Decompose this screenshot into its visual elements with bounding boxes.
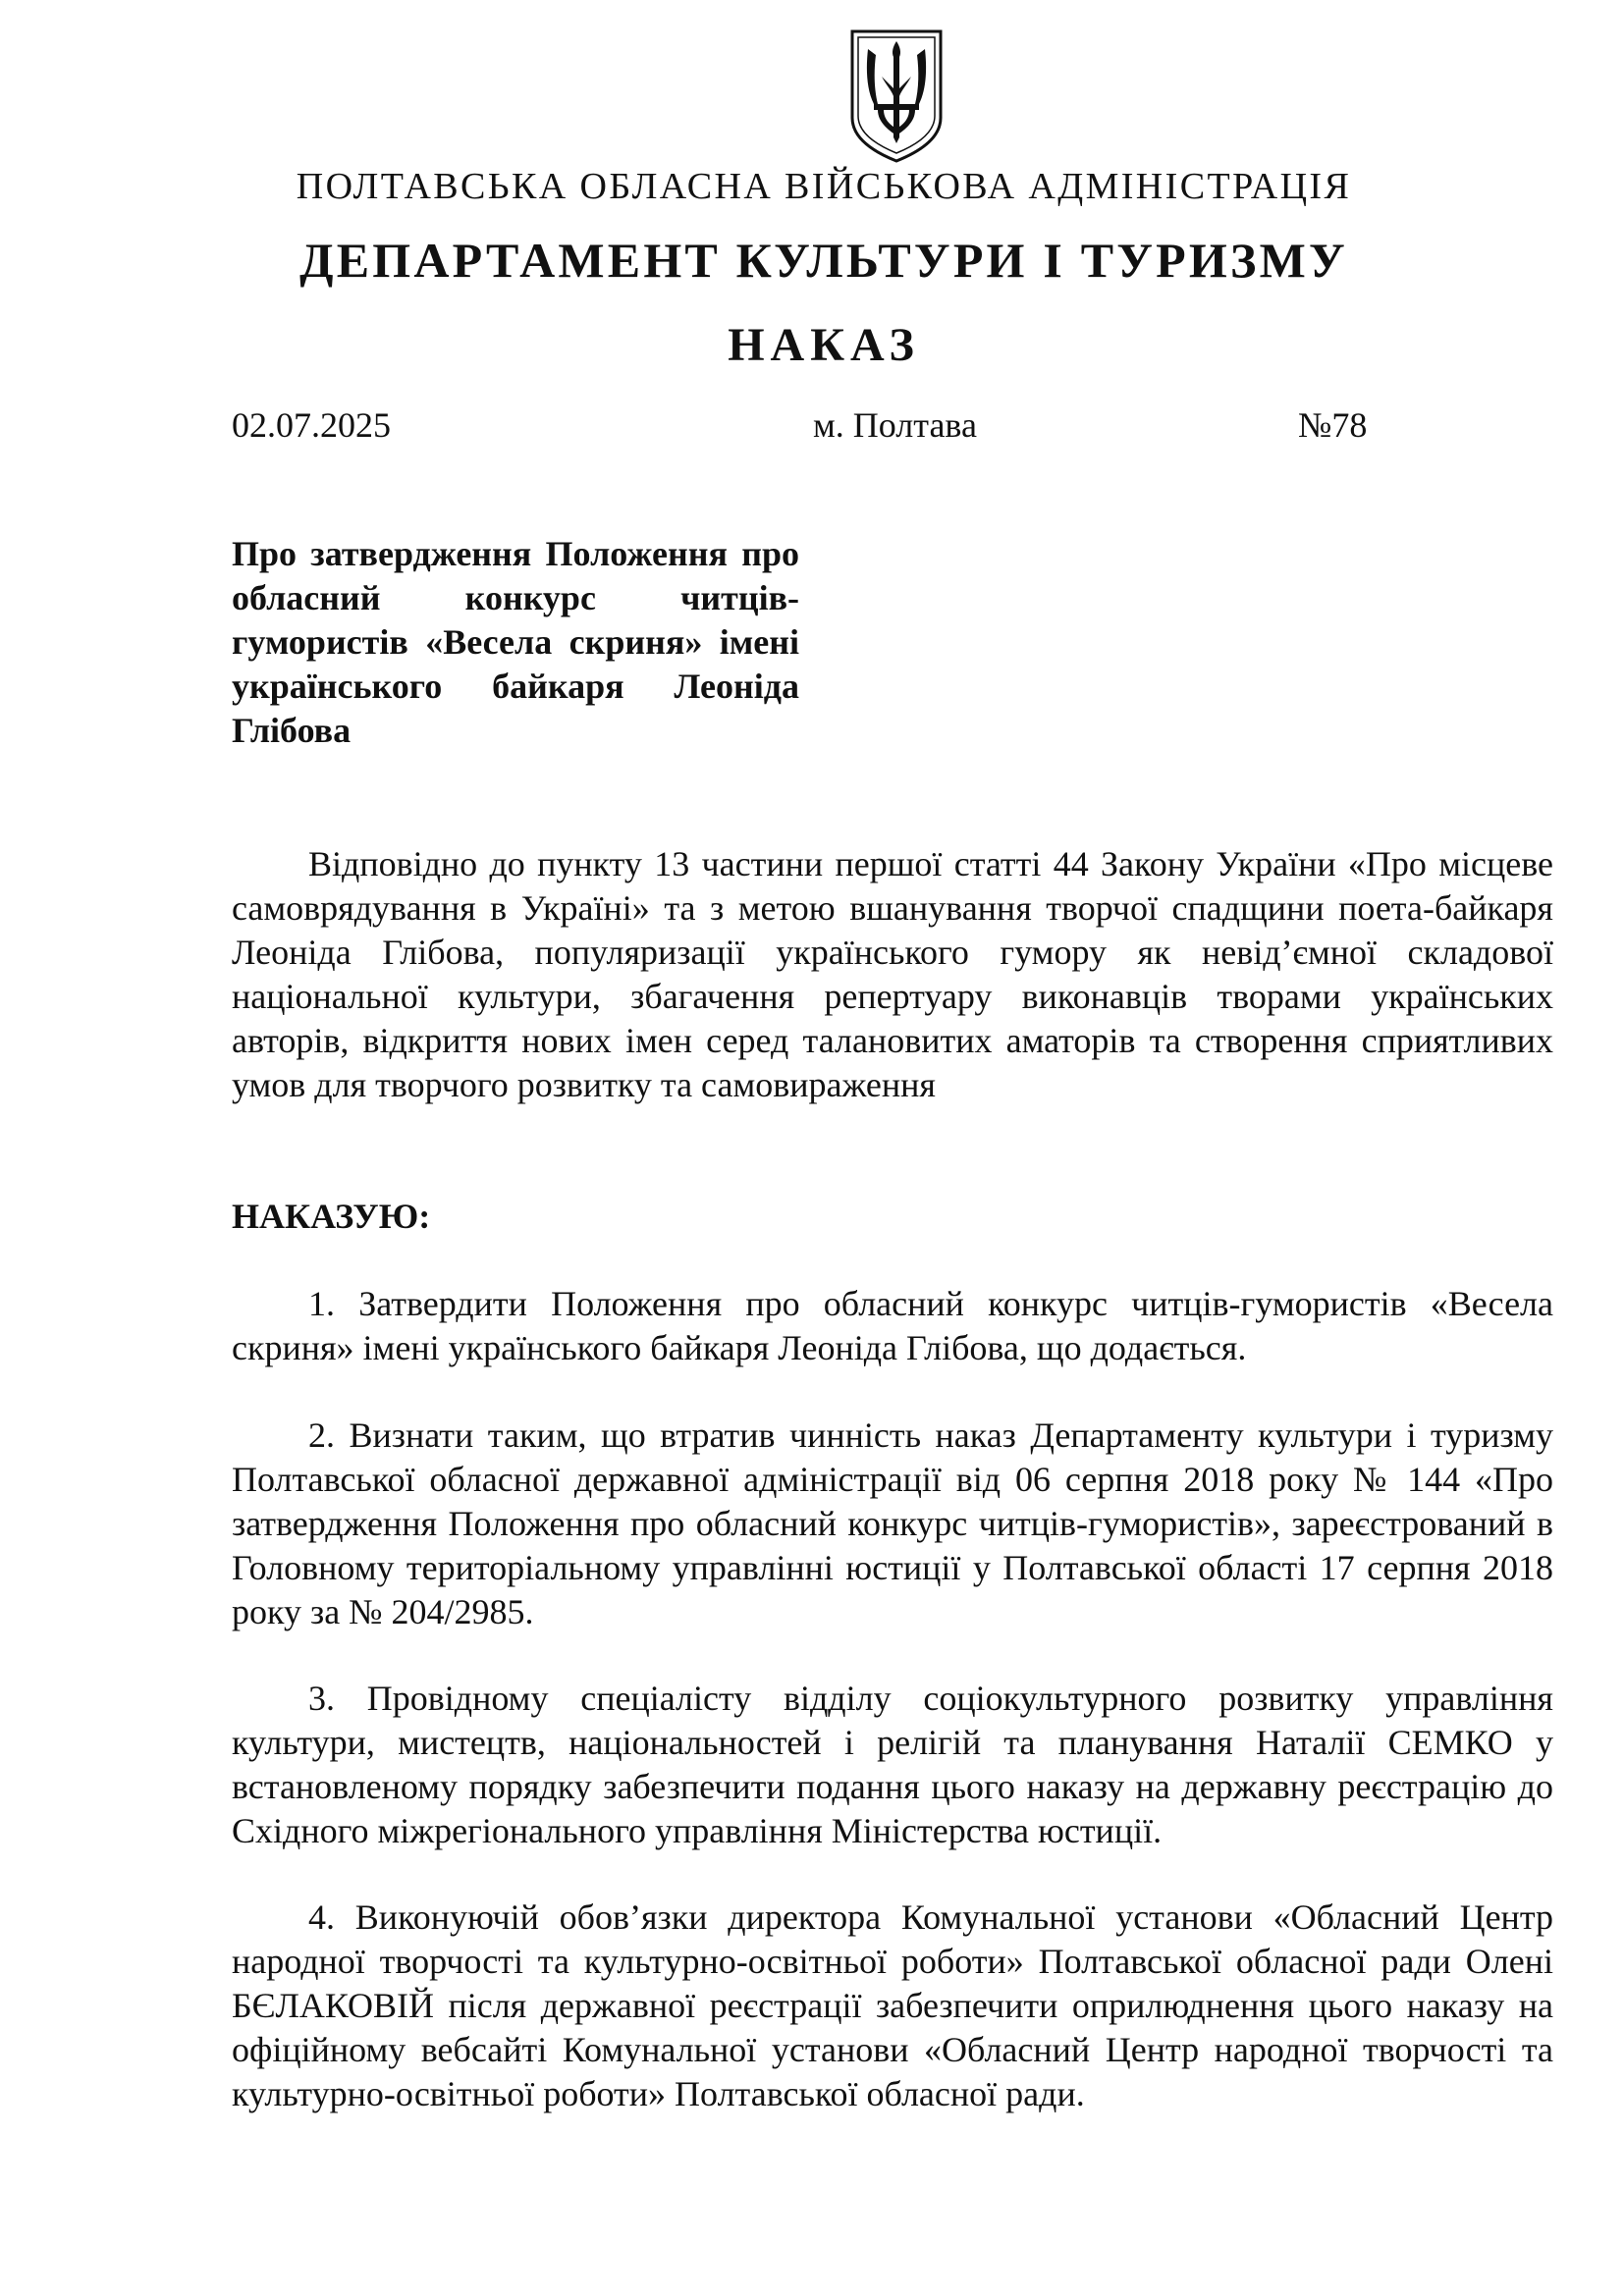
document-date: 02.07.2025 [232, 405, 391, 445]
order-item-1: 1. Затвердити Положення про обласний конкурс читців-гумористів «Весела скриня» імені українського байкаря Леоніда Глібова, що додається. [232, 1284, 1553, 1367]
document-type-title: НАКАЗ [728, 319, 920, 371]
document-number: №78 [1298, 405, 1368, 445]
order-heading: НАКАЗУЮ: [232, 1197, 431, 1236]
order-item-4: 4. Виконуючій обов’язки директора Комунальної установи «Обласний Центр народної творчості та культурно-освітньої роботи» Полтавської обласної ради Олені БЄЛАКОВІЙ після державної реєстрації забезпечити оприлюднення цього наказу на офіційному вебсайті Комунальної установи «Обласний Центр народної творчості та культурно-освітньої роботи» Полтавської обласної ради. [232, 1897, 1553, 2113]
organization-name: ПОЛТАВСЬКА ОБЛАСНА ВІЙСЬКОВА АДМІНІСТРАЦІЯ [296, 166, 1352, 207]
department-name: ДЕПАРТАМЕНТ КУЛЬТУРИ І ТУРИЗМУ [299, 233, 1348, 288]
document-city: м. Полтава [813, 405, 977, 445]
document-subject: Про затвердження Положення про обласний конкурс читців-гумористів «Весела скриня» імені українського байкаря Леоніда Глібова [232, 534, 799, 750]
trident-coat-of-arms-icon [848, 27, 945, 165]
order-item-3: 3. Провідному спеціалісту відділу соціокультурного розвитку управління культури, мистецтв, національностей і релігій та планування Наталії СЕМКО у встановленому порядку забезпечити подання цього наказу на державну реєстрацію до Східного міжрегіонального управління Міністерства юстиції. [232, 1679, 1553, 1850]
order-item-2: 2. Визнати таким, що втратив чинність наказ Департаменту культури і туризму Полтавської обласної державної адміністрації від 06 серпня 2018 року № 144 «Про затвердження Положення про обласний конкурс читців-гумористів», зареєстрований в Головному територіальному управлінні юстиції у Полтавської області 17 серпня 2018 року за № 204/2985. [232, 1415, 1553, 1631]
preamble-paragraph: Відповідно до пункту 13 частини першої статті 44 Закону України «Про місцеве самоврядування в Україні» та з метою вшанування творчої спадщини поета-байкаря Леоніда Глібова, популяризації українського гумору як невід’ємної складової національної культури, збагачення репертуару виконавців творами українських авторів, відкриття нових імен серед талановитих аматорів та створення сприятливих умов для творчого розвитку та самовираження [232, 844, 1553, 1104]
